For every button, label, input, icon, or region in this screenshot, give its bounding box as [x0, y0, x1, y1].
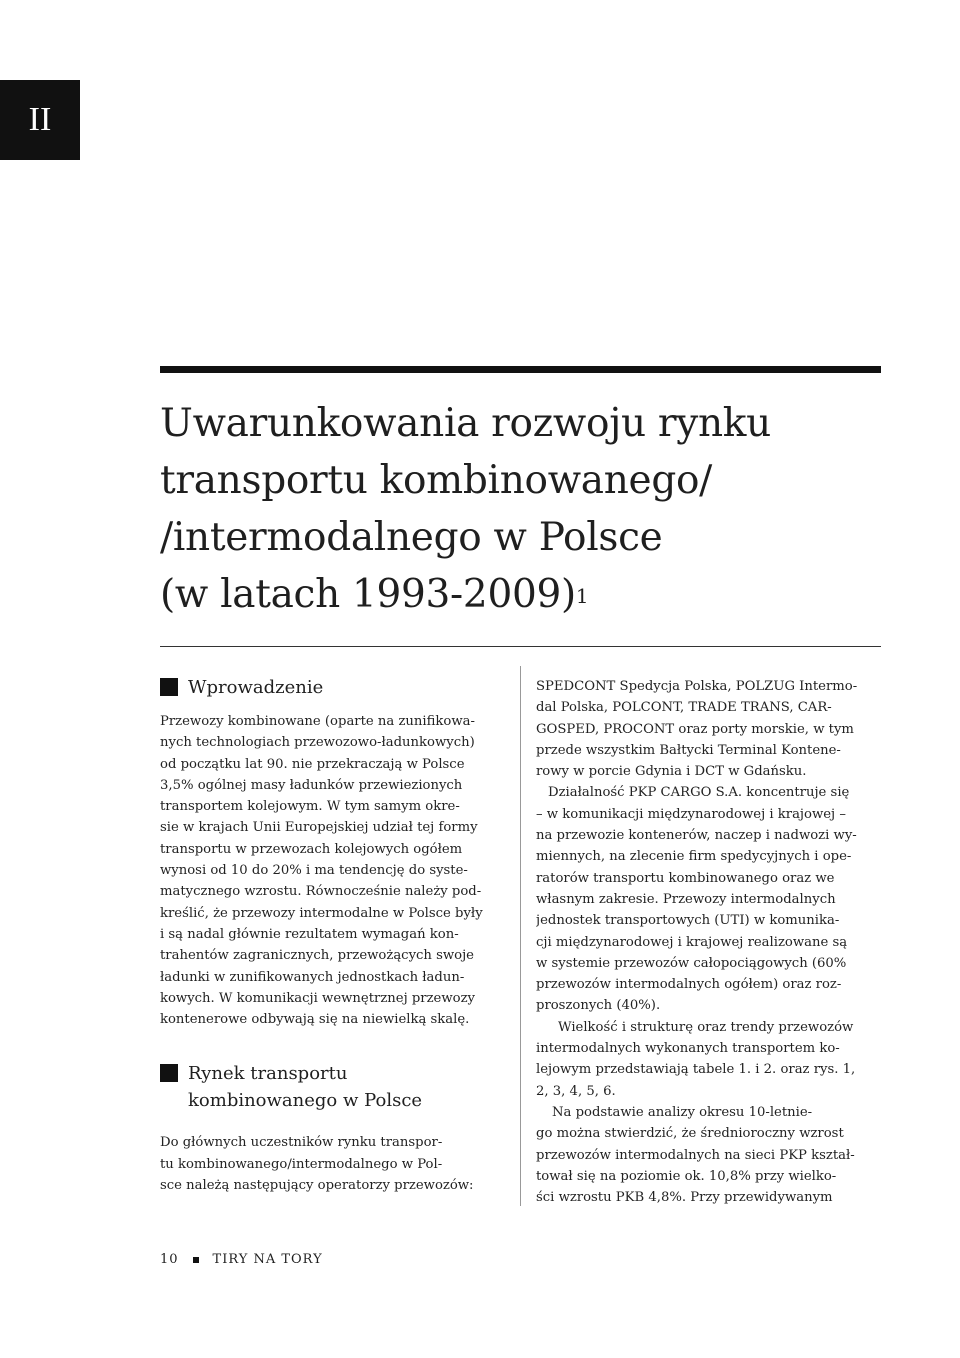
text-line: miennych, na zlecenie firm spedycyjnych i ope-: [536, 849, 852, 865]
text-line: kowych. W komunikacji wewnętrznej przewozy: [160, 990, 475, 1006]
text-line: trahentów zagranicznych, przewożących swoje: [160, 948, 474, 964]
text-line: przede wszystkim Bałtycki Terminal Kontene-: [536, 742, 841, 758]
title-bottom-rule: [160, 646, 881, 647]
text-line: GOSPED, PROCONT oraz porty morskie, w tym: [536, 721, 854, 737]
chapter-number-box: [0, 80, 80, 160]
text-line: Przewozy kombinowane (oparte na zunifikowa-: [160, 714, 475, 729]
text-line: transportu w przewozach kolejowych ogółem: [160, 841, 463, 857]
text-line: własnym zakresie. Przewozy intermodalnych: [536, 891, 836, 907]
title-top-rule: [160, 366, 881, 373]
text-line: tował się na poziomie ok. 10,8% przy wielko-: [536, 1168, 837, 1184]
page-footer: [160, 1252, 323, 1267]
text-line: nych technologiach przewozowo-ładunkowych): [160, 735, 475, 751]
right-column: [536, 676, 881, 1208]
text-line: Działalność PKP CARGO S.A. koncentruje się: [548, 785, 850, 801]
text-line: 2, 3, 4, 5, 6.: [536, 1083, 616, 1099]
page-number: 10: [160, 1252, 179, 1267]
text-line: matycznego wzrostu. Równocześnie należy pod-: [160, 884, 482, 900]
title-line: transportu kombinowanego/: [160, 458, 713, 503]
text-line: Do głównych uczestników rynku transpor-: [160, 1135, 443, 1151]
text-line: lejowym przedstawiają tabele 1. i 2. oraz rys. 1,: [536, 1062, 856, 1078]
text-line: wynosi od 10 do 20% i ma tendencję do syste-: [160, 863, 468, 879]
title-line: Uwarunkowania rozwoju rynku: [160, 401, 771, 446]
text-line: przewozów intermodalnych na sieci PKP kształ-: [536, 1147, 855, 1163]
page-title: [160, 395, 880, 623]
text-line: 3,5% ogólnej masy ładunków przewiezionych: [160, 777, 463, 793]
footer-square-separator: [193, 1257, 199, 1263]
text-line: i są nadal głównie rezultatem wymagań kon-: [160, 926, 459, 942]
operators-paragraph: [536, 676, 881, 782]
left-column: [160, 674, 505, 1196]
heading-square-marker: [160, 1064, 178, 1082]
chapter-number: II: [28, 101, 52, 138]
market-paragraph: [160, 1132, 505, 1196]
text-line: intermodalnych wykonanych transportem ko-: [536, 1041, 840, 1057]
trends-paragraph: [536, 1017, 881, 1102]
text-line: ładunki w zunifikowanych jednostkach ładun-: [160, 969, 465, 985]
text-line: sie w krajach Unii Europejskiej udział tej formy: [160, 820, 478, 836]
heading-square-marker: [160, 678, 178, 696]
text-line: sce należą następujący operatorzy przewozów:: [160, 1178, 474, 1194]
title-line: [160, 566, 880, 623]
text-line: w systemie przewozów całopociągowych (60%: [536, 955, 847, 971]
text-line: Wielkość i strukturę oraz trendy przewozów: [558, 1019, 854, 1035]
text-line: cji międzynarodowej i krajowej realizowane są: [536, 934, 848, 950]
title-line-text: (w latach 1993-2009): [160, 572, 576, 617]
analysis-paragraph: [536, 1102, 881, 1208]
pkp-cargo-paragraph: [536, 782, 881, 1016]
text-line: proszonych (40%).: [536, 998, 661, 1014]
heading-text-line: kombinowanego w Polsce: [188, 1090, 423, 1112]
text-line: kreślić, że przewozy intermodalne w Polsce były: [160, 905, 483, 921]
text-line: SPEDCONT Spedycja Polska, POLZUG Intermo-: [536, 679, 858, 694]
intro-paragraph: [160, 711, 505, 1030]
text-line: na przewozie kontenerów, naczep i nadwozi wy-: [536, 828, 857, 844]
heading-text: Wprowadzenie: [188, 677, 324, 698]
section-heading-market: [160, 1060, 505, 1114]
text-line: Na podstawie analizy okresu 10-letnie-: [552, 1104, 813, 1120]
text-line: – w komunikacji międzynarodowej i krajowej –: [536, 806, 846, 822]
text-line: dal Polska, POLCONT, TRADE TRANS, CAR-: [536, 700, 832, 716]
text-line: rowy w porcie Gdynia i DCT w Gdańsku.: [536, 764, 807, 780]
title-line: /intermodalnego w Polsce: [160, 515, 663, 560]
heading-text-line: Rynek transportu: [188, 1063, 348, 1085]
text-line: kontenerowe odbywają się na niewielką skalę.: [160, 1012, 470, 1028]
text-line: go można stwierdzić, że średnioroczny wzrost: [536, 1126, 844, 1142]
text-line: ratorów transportu kombinowanego oraz we: [536, 870, 835, 886]
text-line: ści wzrostu PKB 4,8%. Przy przewidywanym: [536, 1190, 833, 1206]
text-line: transportem kolejowym. W tym samym okre-: [160, 799, 460, 815]
publication-name: TIRY NA TORY: [212, 1252, 323, 1267]
section-heading-intro: [160, 674, 505, 701]
column-divider: [520, 666, 521, 1206]
text-line: od początku lat 90. nie przekraczają w Polsce: [160, 756, 465, 772]
text-line: jednostek transportowych (UTI) w komunika-: [536, 913, 840, 929]
text-line: tu kombinowanego/intermodalnego w Pol-: [160, 1156, 443, 1172]
text-line: przewozów intermodalnych ogółem) oraz roz-: [536, 977, 842, 993]
title-footnote-marker: 1: [575, 584, 589, 608]
